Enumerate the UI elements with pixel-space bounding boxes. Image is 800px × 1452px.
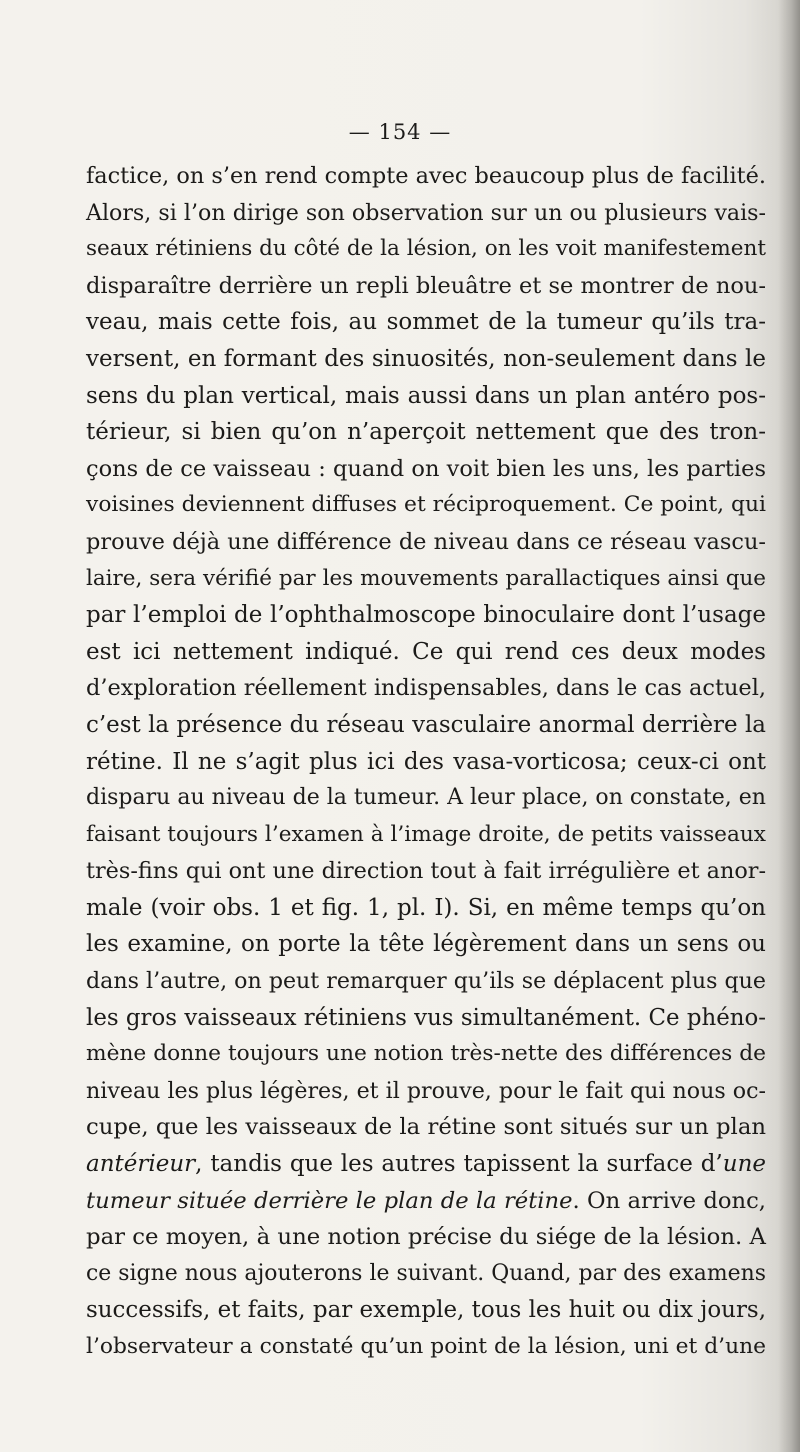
text-line: seaux rétiniens du côté de la lésion, on les voit manifestement	[86, 236, 766, 262]
text-line-mixed	[86, 1146, 766, 1183]
text-line: male (voir obs. 1 et fig. 1, pl. I). Si, en même temps qu’on	[86, 894, 766, 921]
text-line: térieur, si bien qu’on n’aperçoit nettement que des tron-	[86, 419, 766, 446]
page-number: — 154 —	[348, 120, 452, 144]
text-line: niveau les plus légères, et il prouve, pour le fait qui nous oc-	[86, 1077, 766, 1104]
text-line: par ce moyen, à une notion précise du siége de la lésion. A	[86, 1224, 766, 1251]
text-line: Alors, si l’on dirige son observation sur un ou plusieurs vais-	[86, 199, 766, 226]
text-line: rétine. Il ne s’agit plus ici des vasa-vorticosa; ceux-ci ont	[86, 748, 766, 775]
italic-text: tumeur située derrière le plan de la rétine	[86, 1187, 573, 1214]
italic-text: une	[722, 1151, 766, 1178]
text-line: prouve déjà une différence de niveau dans ce réseau vascu-	[86, 528, 766, 555]
text-line: disparaître derrière un repli bleuâtre et se montrer de nou-	[86, 272, 766, 299]
text-line: cupe, que les vaisseaux de la rétine sont situés sur un plan	[86, 1114, 766, 1141]
text-line: mène donne toujours une notion très-nette des différences de	[86, 1041, 766, 1067]
text-line: dans l’autre, on peut remarquer qu’ils se déplacent plus que	[86, 968, 766, 995]
body-text	[86, 158, 766, 1366]
text-line-mixed	[86, 1183, 766, 1220]
text-line: versent, en formant des sinuosités, non-seulement dans le	[86, 345, 766, 372]
text-line: l’observateur a constaté qu’un point de la lésion, uni et d’une	[86, 1334, 766, 1359]
inline-text: . On arrive donc,	[572, 1187, 766, 1214]
text-line: c’est la présence du réseau vasculaire anormal derrière la	[86, 711, 766, 738]
text-line: par l’emploi de l’ophthalmoscope binoculaire dont l’usage	[86, 602, 766, 629]
text-line: faisant toujours l’examen à l’image droite, de petits vaisseaux	[86, 821, 766, 847]
text-line: laire, sera vérifié par les mouvements parallactiques ainsi que	[86, 565, 766, 591]
text-line: très-fins qui ont une direction tout à fait irrégulière et anor-	[86, 858, 766, 885]
text-line: les gros vaisseaux rétiniens vus simultanément. Ce phéno-	[86, 1004, 766, 1031]
page-edge-shadow	[778, 0, 800, 1452]
text-line: successifs, et faits, par exemple, tous les huit ou dix jours,	[86, 1297, 766, 1324]
text-line: est ici nettement indiqué. Ce qui rend ces deux modes	[86, 638, 766, 665]
text-line: ce signe nous ajouterons le suivant. Quand, par des examens	[86, 1260, 766, 1286]
text-line: çons de ce vaisseau : quand on voit bien les uns, les parties	[86, 455, 766, 482]
text-line: voisines deviennent diffuses et réciproquement. Ce point, qui	[86, 492, 766, 518]
text-line: veau, mais cette fois, au sommet de la tumeur qu’ils tra-	[86, 309, 766, 336]
text-line: d’exploration réellement indispensables, dans le cas actuel,	[86, 675, 766, 702]
text-line: disparu au niveau de la tumeur. A leur place, on constate, en	[86, 785, 766, 811]
text-line: factice, on s’en rend compte avec beaucoup plus de facilité.	[86, 163, 766, 189]
inline-text: , tandis que les autres tapissent la surface d’	[195, 1151, 723, 1178]
italic-text: antérieur	[86, 1151, 196, 1178]
text-line: sens du plan vertical, mais aussi dans un plan antéro pos-	[86, 382, 766, 409]
text-line: les examine, on porte la tête légèrement dans un sens ou	[86, 931, 766, 958]
